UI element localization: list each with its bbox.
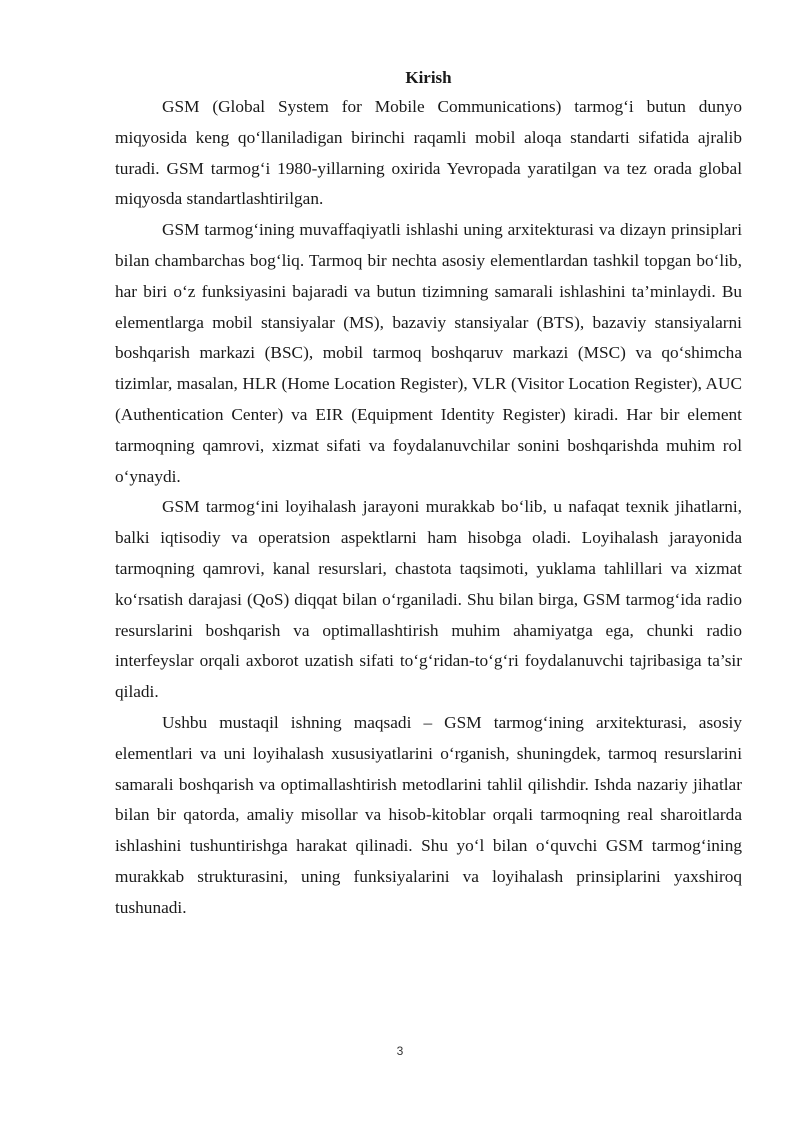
- paragraph-1: GSM (Global System for Mobile Communications) tarmog‘i butun dunyo miqyosida keng qo‘llaniladigan birinchi raqamli mobil aloqa standarti sifatida ajralib turadi. GSM tarmog‘i 1980-yillarning oxirida Yevropada yaratilgan va tez orada global miqyosda standartlashtirilgan.: [115, 97, 742, 209]
- paragraph-4: Ushbu mustaqil ishning maqsadi – GSM tarmog‘ining arxitekturasi, asosiy elementlari va uni loyihalash xususiyatlarini o‘rganish, shuningdek, tarmoq resurslarini samarali boshqarish va optimallashtirish metodlarini tahlil qilishdir. Ishda nazariy jihatlar bilan bir qatorda, amaliy misollar va hisob-kitoblar orqali tarmoqning real sharoitlarda ishlashini tushuntirishga harakat qilinadi. Shu yo‘l bilan o‘quvchi GSM tarmog‘ining murakkab strukturasini, uning funksiyalarini va loyihalash prinsiplarini yaxshiroq tushunadi.: [115, 712, 742, 917]
- document-page: [115, 64, 742, 924]
- page-number: 3: [396, 1044, 404, 1058]
- paragraph-3: GSM tarmog‘ini loyihalash jarayoni murakkab bo‘lib, u nafaqat texnik jihatlarni, balki iqtisodiy va operatsion aspektlarni ham hisobga oladi. Loyihalash jarayonida tarmoqning qamrovi, kanal resurslari, chastota taqsimoti, yuklama tahlillari va xizmat ko‘rsatish darajasi (QoS) diqqat bilan o‘rganiladi. Shu bilan birga, GSM tarmog‘ida radio resurslarini boshqarish va optimallashtirish muhim ahamiyatga ega, chunki radio interfeyslar orqali axborot uzatish sifati to‘g‘ridan-to‘g‘ri foydalanuvchi tajribasiga ta’sir qiladi.: [115, 497, 742, 702]
- paragraph-2: GSM tarmog‘ining muvaffaqiyatli ishlashi uning arxitekturasi va dizayn prinsiplari bilan chambarchas bog‘liq. Tarmoq bir nechta asosiy elementlardan tashkil topgan bo‘lib, har biri o‘z funksiyasini bajaradi va butun tizimning samarali ishlashini ta’minlaydi. Bu elementlarga mobil stansiyalar (MS), bazaviy stansiyalar (BTS), bazaviy stansiyalarni boshqarish markazi (BSC), mobil tarmoq boshqaruv markazi (MSC) va qo‘shimcha tizimlar, masalan, HLR (Home Location Register), VLR (Visitor Location Register), AUC (Authentication Center) va EIR (Equipment Identity Register) kiradi. Har bir element tarmoqning qamrovi, xizmat sifati va foydalanuvchilar sonini boshqarishda muhim rol o‘ynaydi.: [115, 220, 742, 486]
- section-title: Kirish: [405, 68, 452, 87]
